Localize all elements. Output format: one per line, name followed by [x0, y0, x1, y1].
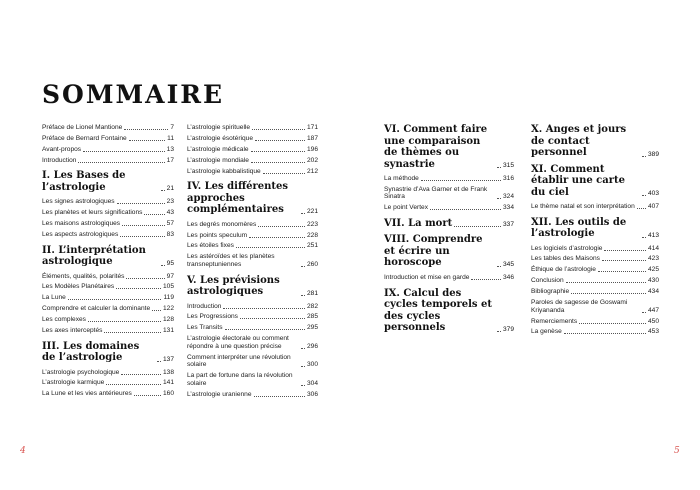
- dot-leader: [251, 162, 305, 163]
- page-number: 119: [163, 294, 174, 302]
- toc-entry: [187, 221, 318, 229]
- toc-section-heading: [42, 245, 174, 268]
- entry-title: Préface de Bernard Fontaine: [42, 134, 127, 142]
- toc-entry: [187, 391, 318, 399]
- dot-leader: [497, 266, 501, 267]
- toc-entry: [531, 318, 659, 326]
- page-number: 202: [306, 156, 318, 164]
- toc-entry: [187, 232, 318, 240]
- page-number: 315: [502, 162, 514, 169]
- dot-leader: [258, 226, 305, 227]
- page-number: 131: [162, 326, 174, 334]
- page-number: 43: [166, 209, 174, 217]
- entry-title: L’astrologie médicale: [187, 145, 249, 153]
- section-title: XI. Comment établir une carte du ciel: [531, 163, 626, 198]
- toc-entry: [187, 146, 318, 154]
- section-title: IV. Les différentes approches complémentaires: [187, 181, 289, 216]
- toc-section-heading: [384, 288, 514, 334]
- toc-section-heading: [531, 164, 659, 199]
- page-number: 221: [306, 207, 318, 215]
- entry-title: Les étoiles fixes: [187, 242, 234, 250]
- page-number: 223: [306, 220, 318, 228]
- page-number: 7: [170, 124, 174, 131]
- page-number: 334: [502, 204, 514, 212]
- page-number: 295: [306, 324, 318, 332]
- dot-leader: [454, 226, 501, 227]
- page-number: 138: [162, 368, 174, 376]
- toc-entry: [42, 146, 174, 154]
- toc-entry: [42, 283, 174, 291]
- dot-leader: [144, 214, 164, 215]
- entry-title: L’astrologie ésotérique: [187, 134, 253, 142]
- toc-section-heading: [42, 341, 174, 364]
- toc-entry: [42, 327, 174, 335]
- page-number: 95: [166, 259, 174, 267]
- entry-title: La méthode: [384, 175, 419, 182]
- dot-leader: [134, 395, 161, 396]
- dot-leader: [642, 195, 646, 196]
- toc-entry: [42, 273, 174, 281]
- toc-entry: [187, 335, 318, 350]
- toc-entry: [531, 255, 659, 263]
- entry-title: Les logiciels d’astrologie: [531, 244, 603, 252]
- toc-entry: [187, 303, 318, 311]
- entry-title: L’astrologie psychologique: [42, 368, 120, 376]
- toc-entry: [531, 277, 659, 285]
- entry-title: Introduction: [187, 302, 222, 310]
- page-number: 407: [647, 203, 659, 210]
- section-title: II. L’interprétation astrologique: [42, 244, 146, 268]
- section-title: V. Les prévisions astrologiques: [187, 274, 280, 298]
- page-number: 285: [306, 313, 318, 321]
- dot-leader: [642, 237, 646, 238]
- toc-entry: [187, 354, 318, 369]
- toc-entry: [531, 328, 659, 336]
- page-number: 17: [166, 156, 174, 164]
- toc-entry: [531, 245, 659, 253]
- toc-column-1: [42, 124, 174, 401]
- entry-title: Les tables des Maisons: [531, 255, 600, 263]
- toc-entry: [42, 379, 174, 387]
- toc-entry: [187, 124, 318, 132]
- toc-section-heading: [531, 124, 659, 159]
- entry-title: Comprendre et calculer la dominante: [42, 305, 151, 313]
- section-title: VIII. Comprendre et écrire un horoscope: [384, 234, 483, 269]
- page-number: 196: [306, 145, 318, 153]
- entry-title: Les points speculum: [187, 231, 248, 239]
- dot-leader: [116, 288, 161, 289]
- toc-entry: [187, 372, 318, 387]
- dot-leader: [301, 385, 305, 386]
- section-title: III. Les domaines de l’astrologie: [42, 340, 140, 364]
- entry-title: Les maisons astrologiques: [42, 220, 121, 228]
- page-number: 316: [502, 175, 514, 182]
- toc-entry: [42, 124, 174, 132]
- entry-title: Le point Vertex: [384, 204, 428, 212]
- entry-title: La Lune et les vies antérieures: [42, 390, 132, 398]
- section-title: IX. Calcul des cycles temporels et des cycles personnels: [384, 287, 493, 334]
- toc-entry: [42, 369, 174, 377]
- page-number: 414: [647, 244, 659, 252]
- page-number: 260: [306, 260, 318, 268]
- page-number: 57: [166, 220, 174, 228]
- entry-title: L’astrologie karmique: [42, 379, 105, 387]
- toc-entry: [42, 231, 174, 239]
- dot-leader: [637, 208, 646, 209]
- toc-section-heading: [187, 181, 318, 216]
- page-number: 389: [647, 150, 659, 158]
- page-number: 105: [162, 283, 174, 291]
- dot-leader: [120, 236, 164, 237]
- dot-leader: [78, 162, 164, 163]
- entry-title: Les Modèles Planétaires: [42, 283, 115, 291]
- toc-entry: [187, 253, 318, 268]
- entry-title: Paroles de sagesse de Goswami Kriyananda: [531, 299, 628, 314]
- toc-entry: [531, 299, 659, 314]
- right-page-number: 5: [674, 446, 680, 456]
- entry-title: L’astrologie électorale ou comment répondre à une question précise: [187, 335, 289, 350]
- dot-leader: [301, 348, 305, 349]
- page-number: 379: [502, 325, 514, 333]
- dot-leader: [236, 247, 305, 248]
- page-number: 97: [166, 272, 174, 280]
- page-number: 423: [647, 255, 659, 263]
- dot-leader: [104, 332, 161, 333]
- page-number: 212: [306, 167, 318, 175]
- page-number: 11: [167, 134, 174, 142]
- toc-entry: [187, 157, 318, 165]
- toc-entry: [384, 204, 514, 212]
- dot-leader: [88, 321, 161, 322]
- dot-leader: [161, 265, 165, 266]
- toc-entry: [187, 313, 318, 321]
- page-number: 13: [166, 145, 174, 153]
- dot-leader: [430, 209, 501, 210]
- toc-column-3: [384, 124, 514, 339]
- entry-title: Les Transits: [187, 324, 223, 332]
- entry-title: Les Progressions: [187, 313, 238, 321]
- dot-leader: [249, 237, 305, 238]
- page-number: 296: [306, 342, 318, 350]
- dot-leader: [223, 308, 305, 309]
- dot-leader: [497, 167, 501, 168]
- dot-leader: [83, 151, 165, 152]
- dot-leader: [121, 374, 161, 375]
- dot-leader: [566, 282, 646, 283]
- toc-entry: [42, 294, 174, 302]
- entry-title: L’astrologie uranienne: [187, 390, 252, 398]
- entry-title: La part de fortune dans la révolution solaire: [187, 372, 293, 387]
- toc-entry: [42, 316, 174, 324]
- page-number: 228: [306, 231, 318, 239]
- dot-leader: [471, 279, 501, 280]
- page-number: 306: [306, 390, 318, 398]
- page-number: 434: [647, 288, 659, 296]
- toc-section-heading: [384, 218, 514, 230]
- toc-section-heading: [187, 275, 318, 298]
- entry-title: Introduction et mise en garde: [384, 273, 470, 281]
- toc-entry: [187, 135, 318, 143]
- toc-entry: [42, 135, 174, 143]
- toc-entry: [531, 266, 659, 274]
- toc-entry: [187, 324, 318, 332]
- page-number: 453: [647, 328, 659, 336]
- dot-leader: [604, 250, 646, 251]
- dot-leader: [642, 312, 646, 313]
- page-number: 122: [162, 305, 174, 313]
- toc-section-heading: [384, 124, 514, 170]
- page-number: 324: [502, 193, 514, 201]
- dot-leader: [497, 331, 501, 332]
- toc-entry: [42, 305, 174, 313]
- toc-entry: [384, 186, 514, 201]
- dot-leader: [564, 333, 646, 334]
- dot-leader: [124, 129, 168, 130]
- page-number: 447: [647, 306, 659, 314]
- dot-leader: [255, 140, 305, 141]
- section-title: I. Les Bases de l’astrologie: [42, 170, 126, 193]
- entry-title: Les signes astrologiques: [42, 198, 115, 206]
- entry-title: Éthique de l’astrologie: [531, 266, 596, 274]
- dot-leader: [252, 129, 305, 130]
- entry-title: Comment interpréter une révolution solaire: [187, 353, 291, 369]
- dot-leader: [263, 173, 305, 174]
- toc-entry: [531, 203, 659, 211]
- page-number: 83: [166, 230, 174, 238]
- dot-leader: [161, 190, 165, 191]
- page-number: 345: [502, 260, 514, 268]
- toc-entry: [42, 220, 174, 228]
- toc-entry: [384, 175, 514, 183]
- page-number: 282: [306, 302, 318, 310]
- toc-section-heading: [531, 217, 659, 240]
- toc-entry: [187, 242, 318, 250]
- dot-leader: [254, 396, 305, 397]
- page-number: 337: [502, 221, 514, 229]
- toc-section-heading: [384, 234, 514, 269]
- dot-leader: [571, 293, 646, 294]
- page-number: 21: [166, 185, 174, 193]
- dot-leader: [251, 151, 305, 152]
- dot-leader: [421, 180, 501, 181]
- entry-title: Les planètes et leurs significations: [42, 209, 143, 217]
- page-number: 128: [162, 316, 174, 324]
- dot-leader: [117, 203, 165, 204]
- entry-title: Avant-propos: [42, 145, 82, 153]
- entry-title: La Lune: [42, 294, 66, 302]
- dot-leader: [642, 156, 646, 157]
- entry-title: Synastrie d’Ava Garner et de Frank Sinatra: [384, 185, 488, 201]
- page-number: 403: [647, 190, 659, 197]
- section-title: X. Anges et jours de contact personnel: [531, 124, 627, 158]
- page-number: 304: [306, 379, 318, 387]
- page-number: 171: [306, 124, 318, 131]
- entry-title: L’astrologie kabbalistique: [187, 167, 261, 175]
- page-number: 251: [306, 242, 318, 250]
- page-number: 346: [502, 273, 514, 281]
- dot-leader: [106, 384, 161, 385]
- dot-leader: [301, 213, 305, 214]
- page-number: 430: [647, 277, 659, 285]
- page-number: 187: [306, 134, 318, 142]
- section-title: XII. Les outils de l’astrologie: [531, 216, 627, 240]
- entry-title: Conclusion: [531, 277, 564, 285]
- left-page-number: 4: [20, 446, 26, 456]
- dot-leader: [126, 278, 164, 279]
- entry-title: Les aspects astrologiques: [42, 230, 119, 238]
- page-number: 137: [162, 355, 174, 363]
- toc-section-heading: [42, 170, 174, 193]
- entry-title: Bibliographie: [531, 288, 570, 296]
- toc-entry: [42, 198, 174, 206]
- entry-title: Les complexes: [42, 316, 86, 324]
- dot-leader: [240, 318, 305, 319]
- toc-entry: [42, 209, 174, 217]
- toc-entry: [42, 390, 174, 398]
- entry-title: La genèse: [531, 328, 562, 336]
- entry-title: Le thème natal et son interprétation: [531, 203, 635, 210]
- dot-leader: [301, 295, 305, 296]
- toc-entry: [187, 168, 318, 176]
- entry-title: Préface de Lionel Mantione: [42, 124, 123, 131]
- dot-leader: [157, 361, 161, 362]
- section-title: VII. La mort: [384, 217, 453, 229]
- section-title: VI. Comment faire une comparaison de thèmes ou synastrie: [384, 124, 488, 170]
- entry-title: Éléments, qualités, polarités: [42, 272, 125, 280]
- page-number: 160: [162, 390, 174, 398]
- toc-column-2: [187, 124, 318, 402]
- dot-leader: [122, 225, 165, 226]
- page-number: 300: [306, 361, 318, 369]
- toc-entry: [531, 288, 659, 296]
- dot-leader: [129, 140, 165, 141]
- page-number: 23: [166, 198, 174, 206]
- page-number: 413: [647, 231, 659, 239]
- page-title: SOMMAIRE: [42, 80, 225, 109]
- page-number: 281: [306, 289, 318, 297]
- dot-leader: [301, 366, 305, 367]
- entry-title: Les axes interceptés: [42, 326, 103, 334]
- dot-leader: [301, 266, 305, 267]
- entry-title: Remerciements: [531, 317, 578, 325]
- toc-entry: [42, 157, 174, 165]
- entry-title: Introduction: [42, 156, 77, 164]
- page-number: 141: [162, 379, 174, 387]
- dot-leader: [152, 310, 161, 311]
- toc-entry: [384, 274, 514, 282]
- entry-title: Les astéroïdes et les planètes transneptuniennes: [187, 253, 275, 268]
- dot-leader: [497, 198, 501, 199]
- entry-title: Les degrés monomères: [187, 220, 257, 228]
- dot-leader: [225, 329, 305, 330]
- page-number: 450: [647, 317, 659, 325]
- dot-leader: [68, 299, 162, 300]
- toc-column-4: [531, 124, 659, 339]
- entry-title: L’astrologie mondiale: [187, 156, 249, 164]
- dot-leader: [579, 323, 646, 324]
- dot-leader: [598, 271, 646, 272]
- page-number: 425: [647, 266, 659, 274]
- dot-leader: [602, 260, 646, 261]
- entry-title: L’astrologie spirituelle: [187, 124, 251, 131]
